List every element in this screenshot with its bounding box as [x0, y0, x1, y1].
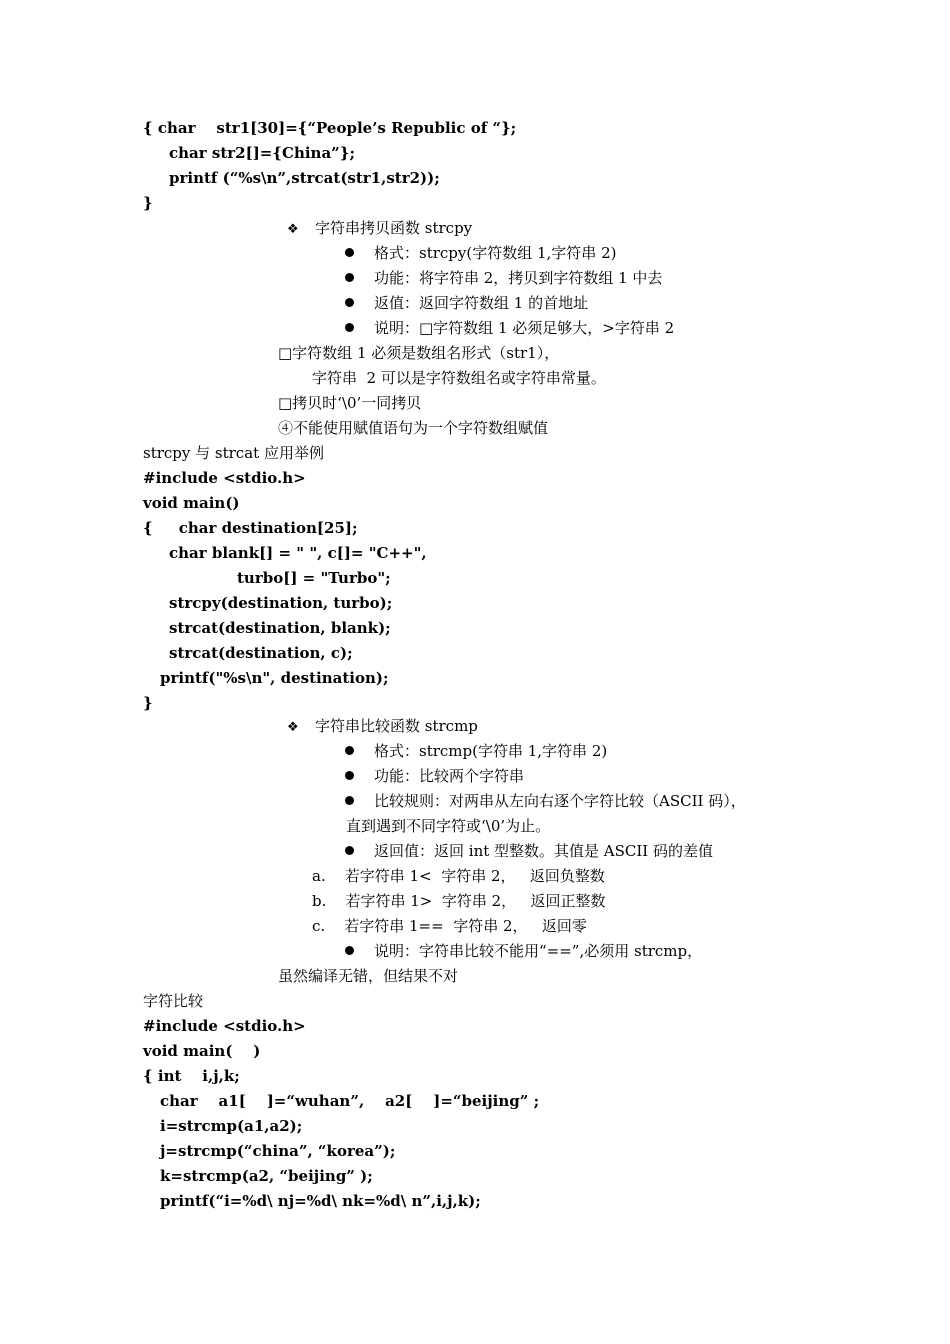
text-line: [143, 991, 203, 1011]
diamond-bullet-icon: ❖: [287, 720, 299, 735]
text-line: [169, 643, 353, 663]
text-line: [278, 343, 559, 363]
line-text: 字符串拷贝函数 strcpy: [315, 219, 473, 237]
line-text: char a1[ ]=“wuhan”, a2[ ]=“beijing” ;: [160, 1092, 540, 1110]
text-line: [278, 966, 458, 986]
text-line: [160, 1116, 302, 1136]
text-line: [312, 891, 605, 911]
line-text: 字符串比较函数 strcmp: [315, 717, 478, 735]
text-line: [345, 293, 588, 313]
line-text: 功能：比较两个字符串: [374, 767, 525, 785]
text-line: [169, 143, 355, 163]
bullet-dot-icon: [345, 298, 354, 307]
line-text: }: [143, 694, 153, 712]
line-text: strcat(destination, c);: [169, 644, 353, 662]
text-line: [143, 518, 358, 538]
line-text: 格式：strcpy(字符数组 1,字符串 2): [374, 244, 617, 262]
text-line: [346, 816, 550, 836]
text-line: [345, 941, 702, 961]
text-line: [143, 1041, 260, 1061]
text-line: [169, 593, 392, 613]
line-text: 说明：字符串比较不能用“==”,必须用 strcmp，: [374, 942, 703, 960]
line-text: char blank[] = " ", c[]= "C++",: [169, 544, 427, 562]
text-line: [143, 443, 324, 463]
line-text: void main(): [143, 494, 240, 512]
line-text: #include <stdio.h>: [143, 469, 306, 487]
line-text: { int i,j,k;: [143, 1067, 240, 1085]
text-line: [143, 1016, 306, 1036]
text-line: [143, 193, 153, 213]
bullet-dot-icon: [345, 771, 354, 780]
text-line: [345, 268, 662, 288]
line-text: strcpy(destination, turbo);: [169, 594, 393, 612]
text-line: [160, 1191, 481, 1211]
line-text: ④不能使用赋值语句为一个字符数组赋值: [278, 419, 549, 437]
text-line: [169, 168, 440, 188]
line-text: printf(“i=%d\ nj=%d\ nk=%d\ n”,i,j,k);: [160, 1192, 481, 1210]
text-line: [287, 218, 472, 238]
bullet-dot-icon: [345, 846, 354, 855]
text-line: [345, 791, 746, 811]
text-line: [160, 668, 389, 688]
line-text: void main( ): [143, 1042, 261, 1060]
line-text: b. 若字符串 1> 字符串 2， 返回正整数: [312, 892, 606, 910]
bullet-dot-icon: [345, 248, 354, 257]
line-text: 功能：将字符串 2，拷贝到字符数组 1 中去: [374, 269, 663, 287]
line-text: □字符数组 1 必须是数组名形式（str1），: [278, 344, 560, 362]
bullet-dot-icon: [345, 273, 354, 282]
text-line: [143, 1066, 240, 1086]
line-text: 字符串 2 可以是字符数组名或字符串常量。: [312, 369, 606, 387]
line-text: 返值：返回字符数组 1 的首地址: [374, 294, 589, 312]
line-text: turbo[] = "Turbo";: [237, 569, 391, 587]
line-text: 直到遇到不同字符或‘\0’为止。: [346, 817, 551, 835]
text-line: [278, 393, 421, 413]
text-line: [143, 693, 153, 713]
bullet-dot-icon: [345, 323, 354, 332]
text-line: [345, 243, 616, 263]
line-text: strcpy 与 strcat 应用举例: [143, 444, 324, 462]
bullet-dot-icon: [345, 796, 354, 805]
line-text: strcat(destination, blank);: [169, 619, 391, 637]
line-text: { char destination[25];: [143, 519, 358, 537]
text-line: [160, 1166, 373, 1186]
text-line: [345, 318, 674, 338]
line-text: char str2[]={China”};: [169, 144, 355, 162]
text-line: [169, 543, 427, 563]
text-line: [169, 618, 391, 638]
line-text: □拷贝时‘\0’一同拷贝: [278, 394, 422, 412]
text-line: [287, 716, 478, 736]
line-text: }: [143, 194, 153, 212]
text-line: [312, 866, 605, 886]
line-text: k=strcmp(a2, “beijing” );: [160, 1167, 373, 1185]
text-line: [312, 368, 606, 388]
line-text: c. 若字符串 1== 字符串 2， 返回零: [312, 917, 587, 935]
line-text: a. 若字符串 1< 字符串 2， 返回负整数: [312, 867, 605, 885]
text-line: [312, 916, 587, 936]
line-text: 比较规则：对两串从左向右逐个字符比较（ASCII 码），: [374, 792, 746, 810]
text-line: [345, 841, 713, 861]
text-line: [345, 766, 524, 786]
text-line: [278, 418, 548, 438]
text-line: [345, 741, 607, 761]
bullet-dot-icon: [345, 946, 354, 955]
diamond-bullet-icon: ❖: [287, 222, 299, 237]
line-text: 说明：□字符数组 1 必须足够大，>字符串 2: [374, 319, 675, 337]
line-text: { char str1[30]={“People’s Republic of “};: [143, 119, 517, 137]
text-line: [143, 493, 240, 513]
line-text: 格式：strcmp(字符串 1,字符串 2): [374, 742, 608, 760]
line-text: 虽然编译无错，但结果不对: [278, 967, 459, 985]
line-text: i=strcmp(a1,a2);: [160, 1117, 303, 1135]
bullet-dot-icon: [345, 746, 354, 755]
text-line: [143, 118, 516, 138]
line-text: #include <stdio.h>: [143, 1017, 306, 1035]
text-line: [160, 1141, 395, 1161]
line-text: 返回值：返回 int 型整数。其值是 ASCII 码的差值: [374, 842, 713, 860]
line-text: 字符比较: [143, 992, 204, 1010]
line-text: printf("%s\n", destination);: [160, 669, 389, 687]
text-line: [143, 468, 306, 488]
text-line: [237, 568, 391, 588]
text-line: [160, 1091, 539, 1111]
line-text: j=strcmp(“china”, “korea”);: [160, 1142, 396, 1160]
line-text: printf (“%s\n”,strcat(str1,str2));: [169, 169, 440, 187]
